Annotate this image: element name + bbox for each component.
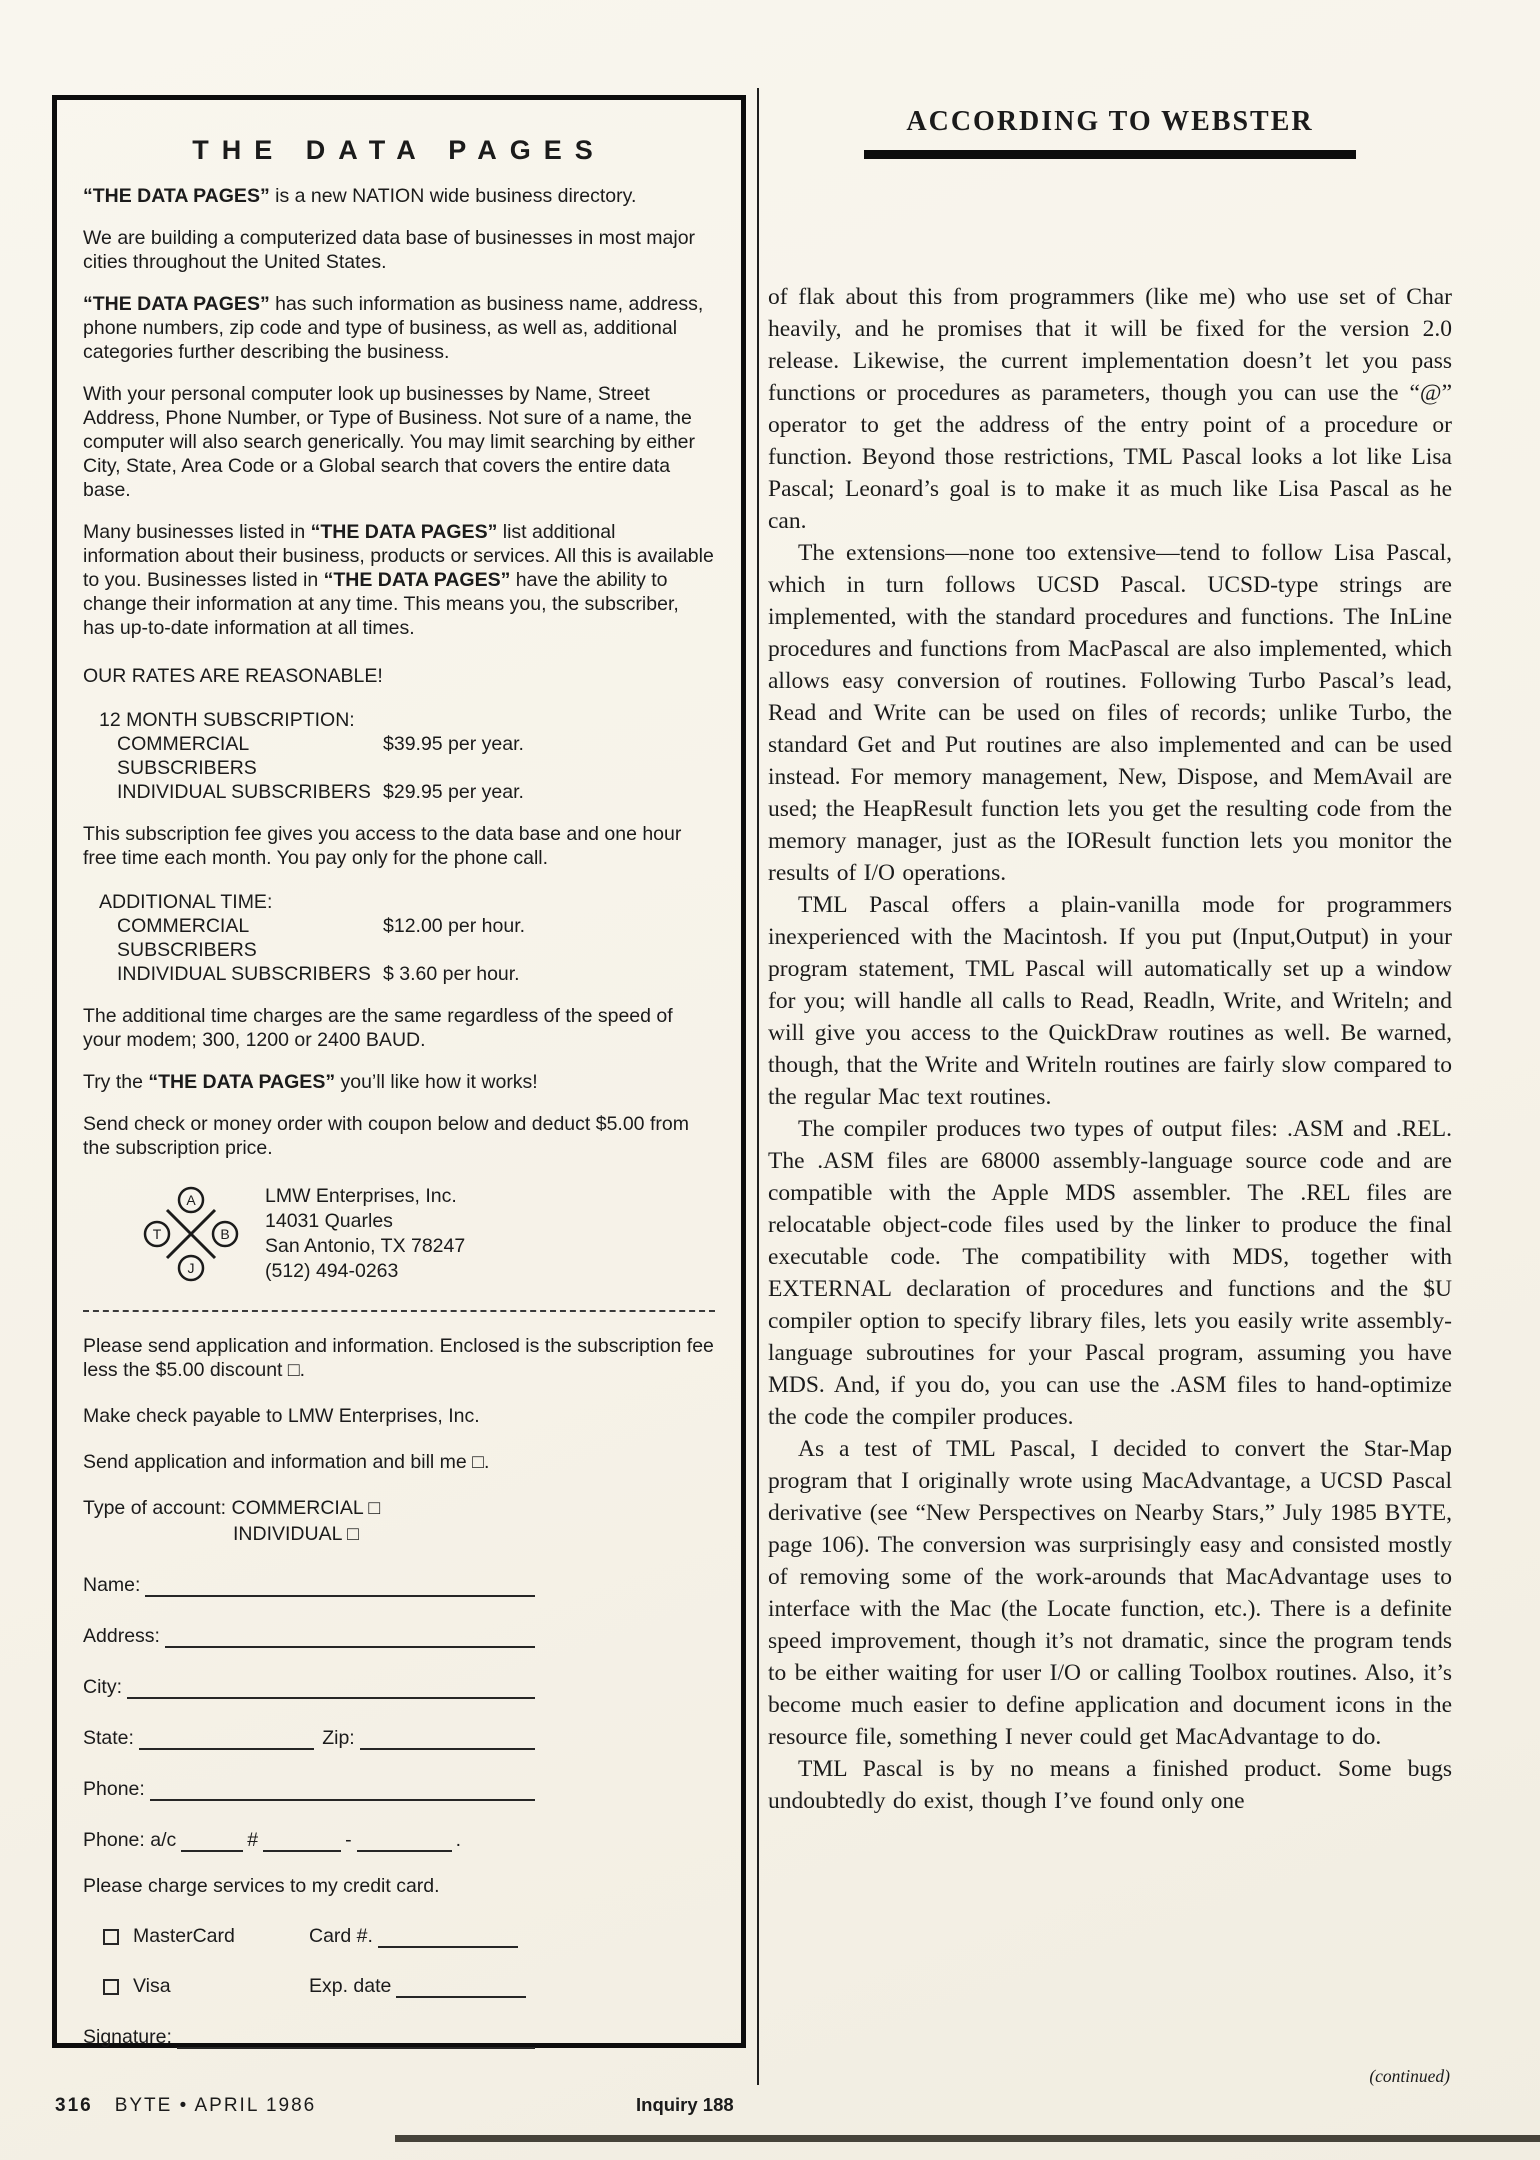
rate-price: $ 3.60 per hour. (383, 963, 520, 985)
name-label: Name: (83, 1574, 141, 1596)
company-city: San Antonio, TX 78247 (265, 1235, 466, 1257)
rate-price: $12.00 per hour. (383, 915, 526, 937)
coupon-payable-paragraph: Make check payable to LMW Enterprises, Inc. (83, 1405, 480, 1427)
rate-label: COMMERCIAL SUBSCRIBERS (117, 915, 257, 961)
subscription-rate-rows (117, 732, 715, 804)
account-type-commercial: Type of account: COMMERCIAL □ (83, 1497, 381, 1519)
rates-heading: OUR RATES ARE REASONABLE! (83, 665, 383, 687)
dash-symbol: - (345, 1829, 352, 1851)
additional-heading: ADDITIONAL TIME: (99, 891, 273, 913)
ad-paragraph-database: We are building a computerized data base of businesses in most major cities throughout the United States. (83, 227, 696, 273)
article-title-rule (864, 150, 1356, 159)
ad-paragraph-fee: This subscription fee gives you access to the data base and one hour free time each month. You pay only for the phone call. (83, 823, 682, 869)
charge-card-paragraph: Please charge services to my credit card. (83, 1875, 440, 1897)
area-code-blank-line (181, 1832, 243, 1852)
logo-letter-b: B (220, 1226, 230, 1242)
article-column (768, 106, 1452, 1817)
phone2-label: Phone: a/c (83, 1829, 177, 1851)
rate-row-individual (117, 962, 715, 986)
city-field (83, 1675, 535, 1699)
mastercard-label: MasterCard (133, 1925, 235, 1947)
inquiry-number: Inquiry 188 (636, 2094, 734, 2115)
ad-intro-paragraph (83, 184, 715, 208)
ad-paragraph-send: Send check or money order with coupon below and deduct $5.00 from the subscription price. (83, 1113, 689, 1159)
coupon-enclosed-paragraph: Please send application and information. Enclosed is the subscription fee less the $5.00 discount □. (83, 1335, 714, 1381)
ad-try-pre: Try the (83, 1071, 149, 1093)
number-blank-line (357, 1832, 452, 1852)
company-block (143, 1184, 715, 1284)
logo-letter-t: T (152, 1226, 162, 1242)
article-paragraph: As a test of TML Pascal, I decided to convert the Star-Map program that I originally wrote using MacAdvantage, a UCSD Pascal derivative (see “New Perspectives on Nearby Stars,” July 1985 BYTE, page 106). The conversion was surprisingly easy and consisted mostly of removing some of the work-arounds that MacAdvantage uses to interface with the Mac (the Locate function, etc.). There is a definite speed improvement, though it’s not dramatic, since the program tends to be either waiting for user I/O or calling Toolbox routines. Also, it’s become much easier to define application and document icons in the resource file, something I never could get MacAdvantage to do. (768, 1436, 1452, 1750)
exp-date-label: Exp. date (309, 1975, 392, 1997)
address-label: Address: (83, 1625, 160, 1647)
rate-row-individual (117, 780, 715, 804)
rate-price: $29.95 per year. (383, 781, 524, 803)
city-blank-line (127, 1679, 535, 1699)
article-paragraph: TML Pascal offers a plain-vanilla mode for programmers inexperienced with the Macintosh. If you put (Input,Output) in your program statement, TML Pascal will automatically set up a window for you; will handle all calls to Read, Readln, Write, and Writeln; and will give you access to the QuickDraw routines as well. Be warned, though, that the Write and Writeln routines are fairly slow compared to the regular Mac text routines. (768, 892, 1452, 1110)
additional-rate-rows (117, 914, 715, 986)
ad-try-post: you’ll like how it works! (335, 1071, 538, 1093)
period-symbol: . (455, 1829, 462, 1851)
signature-label: Signature: (83, 2026, 172, 2048)
ad-listed-1: Many businesses listed in (83, 521, 311, 543)
subscription-rates (99, 708, 715, 804)
zip-label: Zip: (322, 1727, 355, 1749)
ad-listed-bold-2: “THE DATA PAGES” (323, 569, 511, 591)
ad-paragraph-modem: The additional time charges are the same regardless of the speed of your modem; 300, 1200 or 2400 BAUD. (83, 1005, 673, 1051)
visa-row (103, 1974, 555, 1998)
phone-blank-line (150, 1781, 535, 1801)
visa-checkbox (103, 1979, 119, 1995)
hash-symbol: # (247, 1829, 259, 1851)
signature-field (83, 2025, 535, 2049)
phone-field (83, 1777, 535, 1801)
card-number-blank-line (378, 1928, 518, 1948)
state-label: State: (83, 1727, 134, 1749)
ad-title: THE DATA PAGES (192, 135, 606, 165)
mastercard-row (103, 1924, 555, 1948)
signature-blank-line (177, 2029, 535, 2049)
ad-try-bold: “THE DATA PAGES” (148, 1071, 336, 1093)
company-phone: (512) 494-0263 (265, 1260, 399, 1282)
ad-listed-3: have the ability to change their information at any time. This means you, the subscriber, has up-to-date information at all times. (83, 569, 679, 639)
page-footer (55, 2095, 316, 2117)
ad-paragraph-listed (83, 520, 715, 640)
article-paragraph: The extensions—none too extensive—tend to follow Lisa Pascal, which in turn follows UCSD Pascal. UCSD-type strings are implemented, with the standard procedures and functions. The InLine procedures and functions from MacPascal are also implemented, which allows easy conversion of routines. Following Turbo Pascal’s lead, Read and Write can be used on files of records; unlike Turbo, the standard Get and Put routines are also implemented and can be used instead. For memory management, New, Dispose, and MemAvail are used; the HeapResult function lets you get the resulting code from the memory manager, just as the IOResult function lets you monitor the results of I/O operations. (768, 540, 1452, 886)
address-blank-line (165, 1628, 535, 1648)
ad-paragraph-try (83, 1070, 715, 1094)
article-paragraph: of flak about this from programmers (like me) who use set of Char heavily, and he promises that it will be fixed for the version 2.0 release. Likewise, the current implementation doesn’t let you pass functions or procedures as parameters, though you can use the “@” operator to get the address of the entry point of a procedure or function. Beyond those restrictions, TML Pascal looks a lot like Lisa Pascal; Leonard’s goal is to make it as much like Lisa Pascal as he can. (768, 284, 1452, 534)
logo-letter-j: J (187, 1260, 195, 1276)
ad-paragraph-info (83, 292, 715, 364)
rate-label: COMMERCIAL SUBSCRIBERS (117, 733, 257, 779)
company-name: LMW Enterprises, Inc. (265, 1185, 457, 1207)
ad-intro-bold: “THE DATA PAGES” (83, 185, 270, 207)
continued-note: (continued) (1369, 2066, 1450, 2086)
company-street: 14031 Quarles (265, 1210, 393, 1232)
exp-date-blank-line (396, 1978, 526, 1998)
city-label: City: (83, 1676, 122, 1698)
data-pages-ad (52, 95, 746, 2048)
rate-row-commercial (117, 914, 715, 962)
ad-listed-2: list additional information about their business, products or services. All this is available to you. Businesses listed in (83, 521, 714, 591)
state-zip-field (83, 1726, 535, 1750)
state-blank-line (139, 1730, 314, 1750)
ad-intro-rest: is a new NATION wide business directory. (269, 185, 637, 207)
subscription-heading: 12 MONTH SUBSCRIPTION: (99, 709, 355, 731)
column-divider-rule (757, 88, 759, 2085)
additional-time-rates (99, 890, 715, 986)
phone-label: Phone: (83, 1778, 145, 1800)
ad-info-bold: “THE DATA PAGES” (83, 293, 270, 315)
rate-price: $39.95 per year. (383, 733, 524, 755)
ad-info-rest: has such information as business name, address, phone numbers, zip code and type of business, as well as, additional categories further describing the business. (83, 293, 704, 363)
rate-label: INDIVIDUAL SUBSCRIBERS (117, 781, 371, 803)
visa-label: Visa (133, 1975, 171, 1997)
address-field (83, 1624, 535, 1648)
phone-area-code-field (83, 1828, 535, 1852)
article-paragraph: TML Pascal is by no means a finished product. Some bugs undoubtedly do exist, though I’ve found only one (768, 1756, 1452, 1814)
lmw-logo-icon (143, 1186, 239, 1282)
rate-row-commercial (117, 732, 715, 780)
company-address (265, 1184, 465, 1284)
rate-label: INDIVIDUAL SUBSCRIBERS (117, 963, 371, 985)
ad-listed-bold-1: “THE DATA PAGES” (310, 521, 498, 543)
article-title: ACCORDING TO WEBSTER (906, 106, 1314, 137)
coupon-bill-me-paragraph: Send application and information and bill me □. (83, 1451, 490, 1473)
name-blank-line (145, 1577, 535, 1597)
prefix-blank-line (263, 1832, 341, 1852)
name-field (83, 1573, 535, 1597)
magazine-name: BYTE • APRIL 1986 (114, 2095, 317, 2116)
account-type-individual: INDIVIDUAL □ (233, 1523, 359, 1545)
card-number-label: Card #. (309, 1925, 373, 1947)
logo-letter-a: A (186, 1192, 196, 1208)
coupon-cut-line (83, 1310, 715, 1312)
scan-artifact-bottom-edge (395, 2135, 1540, 2142)
article-paragraph: The compiler produces two types of output files: .ASM and .REL. The .ASM files are 68000 assembly-language source code and are compatible with the Apple MDS assembler. The .REL files are relocatable object-code files used by the linker to produce the final executable code. The compatibility with MDS, together with EXTERNAL declaration of procedures and functions and the $U compiler option to specify library files, lets you easily write assembly-language subroutines for your Pascal program, assuming you have MDS. And, if you do, you can use the .ASM files to hand-optimize the code the compiler produces. (768, 1116, 1452, 1430)
mastercard-checkbox (103, 1929, 119, 1945)
page-number: 316 (55, 2095, 93, 2116)
ad-paragraph-lookup: With your personal computer look up businesses by Name, Street Address, Phone Number, or Type of Business. Not sure of a name, the computer will also search generically. You may limit searching by either City, State, Area Code or a Global search that covers the entire data base. (83, 383, 696, 501)
zip-blank-line (360, 1730, 535, 1750)
